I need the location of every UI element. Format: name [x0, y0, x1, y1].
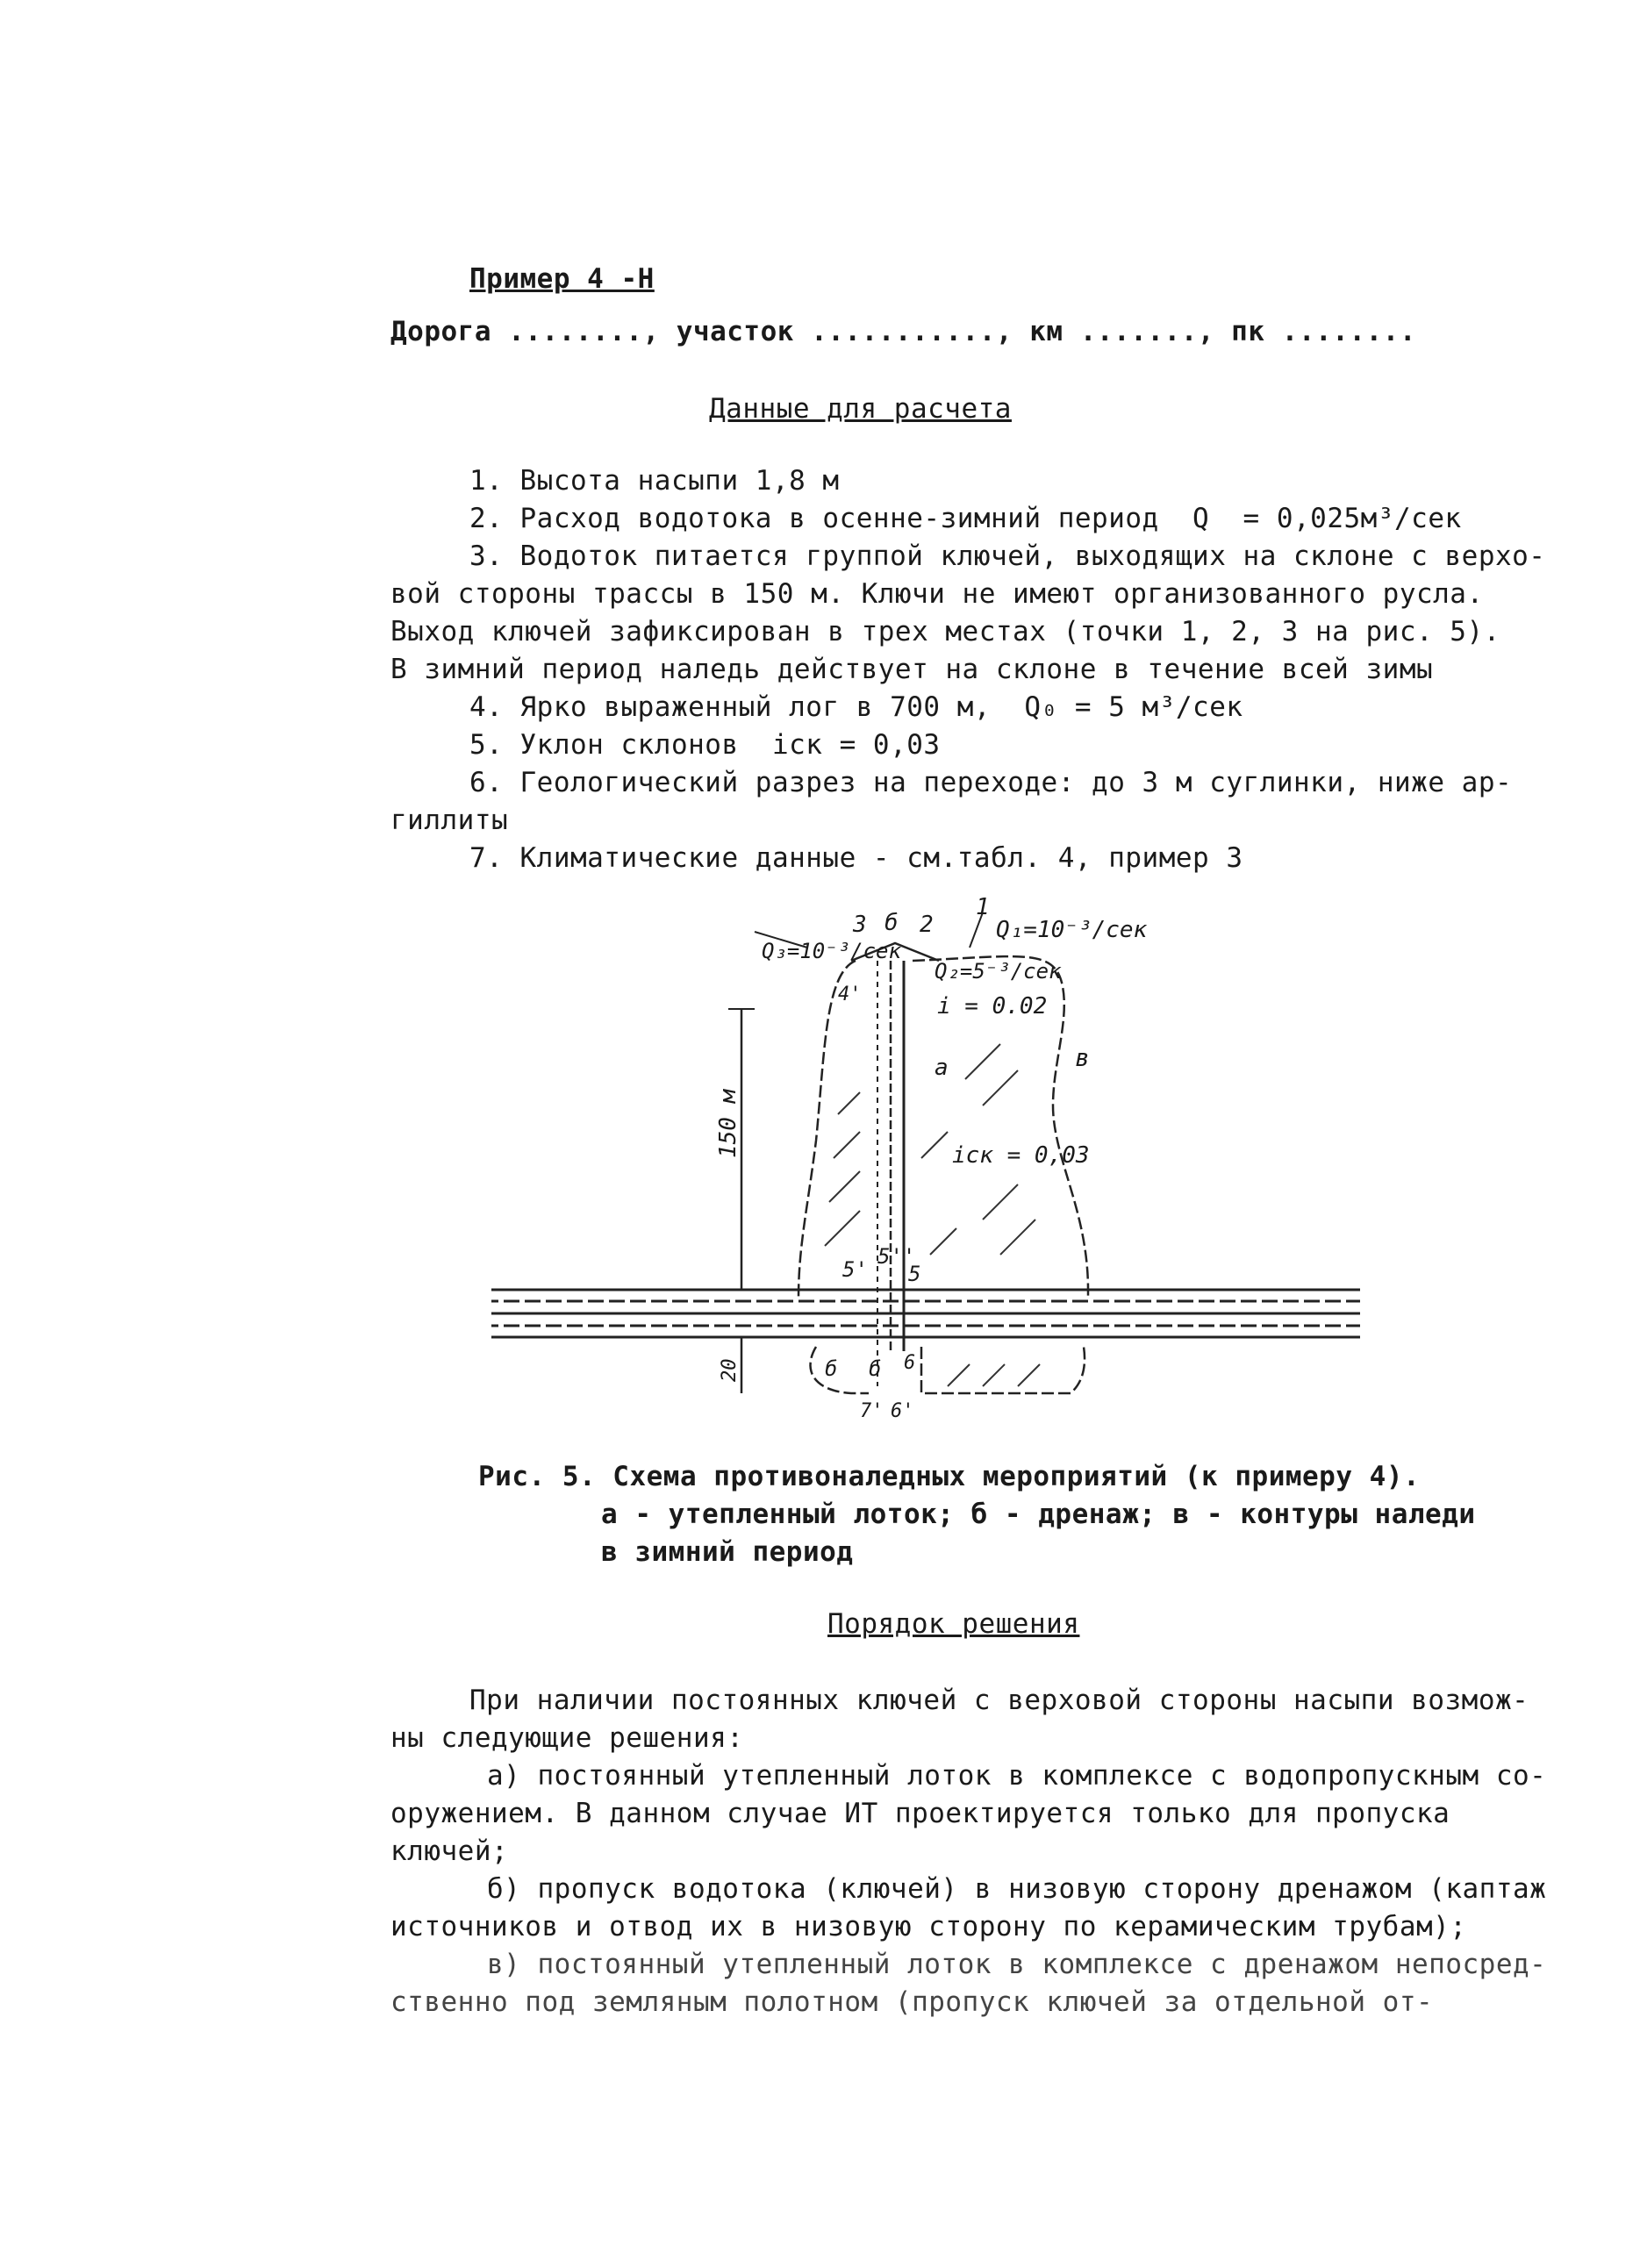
figure-caption-1: Рис. 5. Схема противоналедных мероприятий (к примеру 4). [478, 1461, 1421, 1492]
label-point-6b: 6' [891, 1400, 914, 1422]
label-point-3: 3 [853, 912, 867, 938]
label-slope-sk: iск = 0,03 [952, 1142, 1090, 1169]
road-embankment [491, 1290, 1360, 1337]
icing-scheme-diagram [491, 877, 1369, 1456]
label-v: в [1075, 1043, 1090, 1072]
label-dim-150: 150 м [715, 1089, 741, 1158]
solution-line-3: а) постоянный утепленный лоток в комплексе с водопропускным со- [487, 1760, 1547, 1792]
solution-line-6: б) пропуск водотока (ключей) в низовую сторону дренажом (каптаж [487, 1873, 1547, 1905]
solution-line-2: ны следующие решения: [390, 1722, 744, 1754]
downstream-contour-left [810, 1347, 869, 1393]
figure-caption-3: в зимний период [601, 1536, 854, 1568]
label-q2: Q₂=5⁻³/сек [935, 959, 1062, 984]
data-item-4: 4. Ярко выраженный лог в 700 м, Q₀ = 5 м³/сек [469, 691, 1243, 723]
example-title: Пример 4 -Н [469, 263, 655, 295]
icing-contour-left [799, 961, 856, 1299]
label-q1: Q₁=10⁻³/сек [996, 917, 1148, 943]
label-b-1: б [825, 1356, 838, 1381]
label-point-7: 7' [860, 1400, 884, 1422]
label-point-6: 6 [904, 1352, 916, 1374]
label-point-5c: 5 [908, 1262, 921, 1286]
downstream-hatching [948, 1364, 1040, 1386]
downstream-contour-right [921, 1347, 1085, 1393]
data-item-1: 1. Высота насыпи 1,8 м [469, 465, 840, 497]
data-item-3-cont-1: вой стороны трассы в 150 м. Ключи не имеют организованного русла. [390, 578, 1484, 610]
data-item-7: 7. Климатические данные - см.табл. 4, пример 3 [469, 842, 1243, 874]
data-item-6: 6. Геологический разрез на переходе: до 3 м суглинки, ниже ар- [469, 767, 1513, 798]
label-dim-20: 20 [719, 1358, 741, 1382]
data-item-3-cont-3: В зимний период наледь действует на склоне в течение всей зимы [390, 654, 1434, 685]
data-item-5: 5. Уклон склонов iск = 0,03 [469, 729, 941, 761]
label-slope-i: i = 0.02 [937, 993, 1048, 1020]
data-item-2: 2. Расход водотока в осенне-зимний период Q = 0,025м³/сек [469, 503, 1462, 534]
data-item-3-cont-2: Выход ключей зафиксирован в трех местах (точки 1, 2, 3 на рис. 5). [390, 616, 1500, 647]
road-line: Дорога ........, участок ..........., км ......., пк ........ [390, 316, 1416, 347]
figure-caption-2: а - утепленный лоток; б - дренаж; в - контуры наледи [601, 1499, 1476, 1530]
label-a: а [935, 1055, 949, 1081]
solution-line-4: оружением. В данном случае ИТ проектируется только для пропуска [390, 1798, 1450, 1829]
label-b-top: б [884, 910, 899, 936]
solution-line-8: в) постоянный утепленный лоток в комплексе с дренажом непосред- [487, 1949, 1547, 1980]
label-point-5b: 5'' [877, 1244, 916, 1269]
solution-line-9: ственно под земляным полотном (пропуск ключей за отдельной от- [390, 1986, 1434, 2018]
solution-heading: Порядок решения [827, 1608, 1080, 1640]
solution-line-5: ключей; [390, 1835, 509, 1867]
data-item-3: 3. Водоток питается группой ключей, выходящих на склоне с верхо- [469, 540, 1546, 572]
solution-line-1: При наличии постоянных ключей с верховой стороны насыпи возмож- [469, 1685, 1529, 1716]
data-item-6-cont: гиллиты [390, 805, 509, 836]
label-q3: Q₃=10⁻³/сек [762, 939, 901, 963]
label-point-2: 2 [920, 912, 934, 938]
solution-line-7: источников и отвод их в низовую сторону по керамическим трубам); [390, 1911, 1467, 1942]
label-point-4: 4' [838, 984, 862, 1005]
label-b-2: б [869, 1356, 882, 1381]
data-heading: Данные для расчета [709, 393, 1012, 425]
label-point-5a: 5' [842, 1257, 868, 1282]
label-point-1: 1 [976, 894, 990, 920]
